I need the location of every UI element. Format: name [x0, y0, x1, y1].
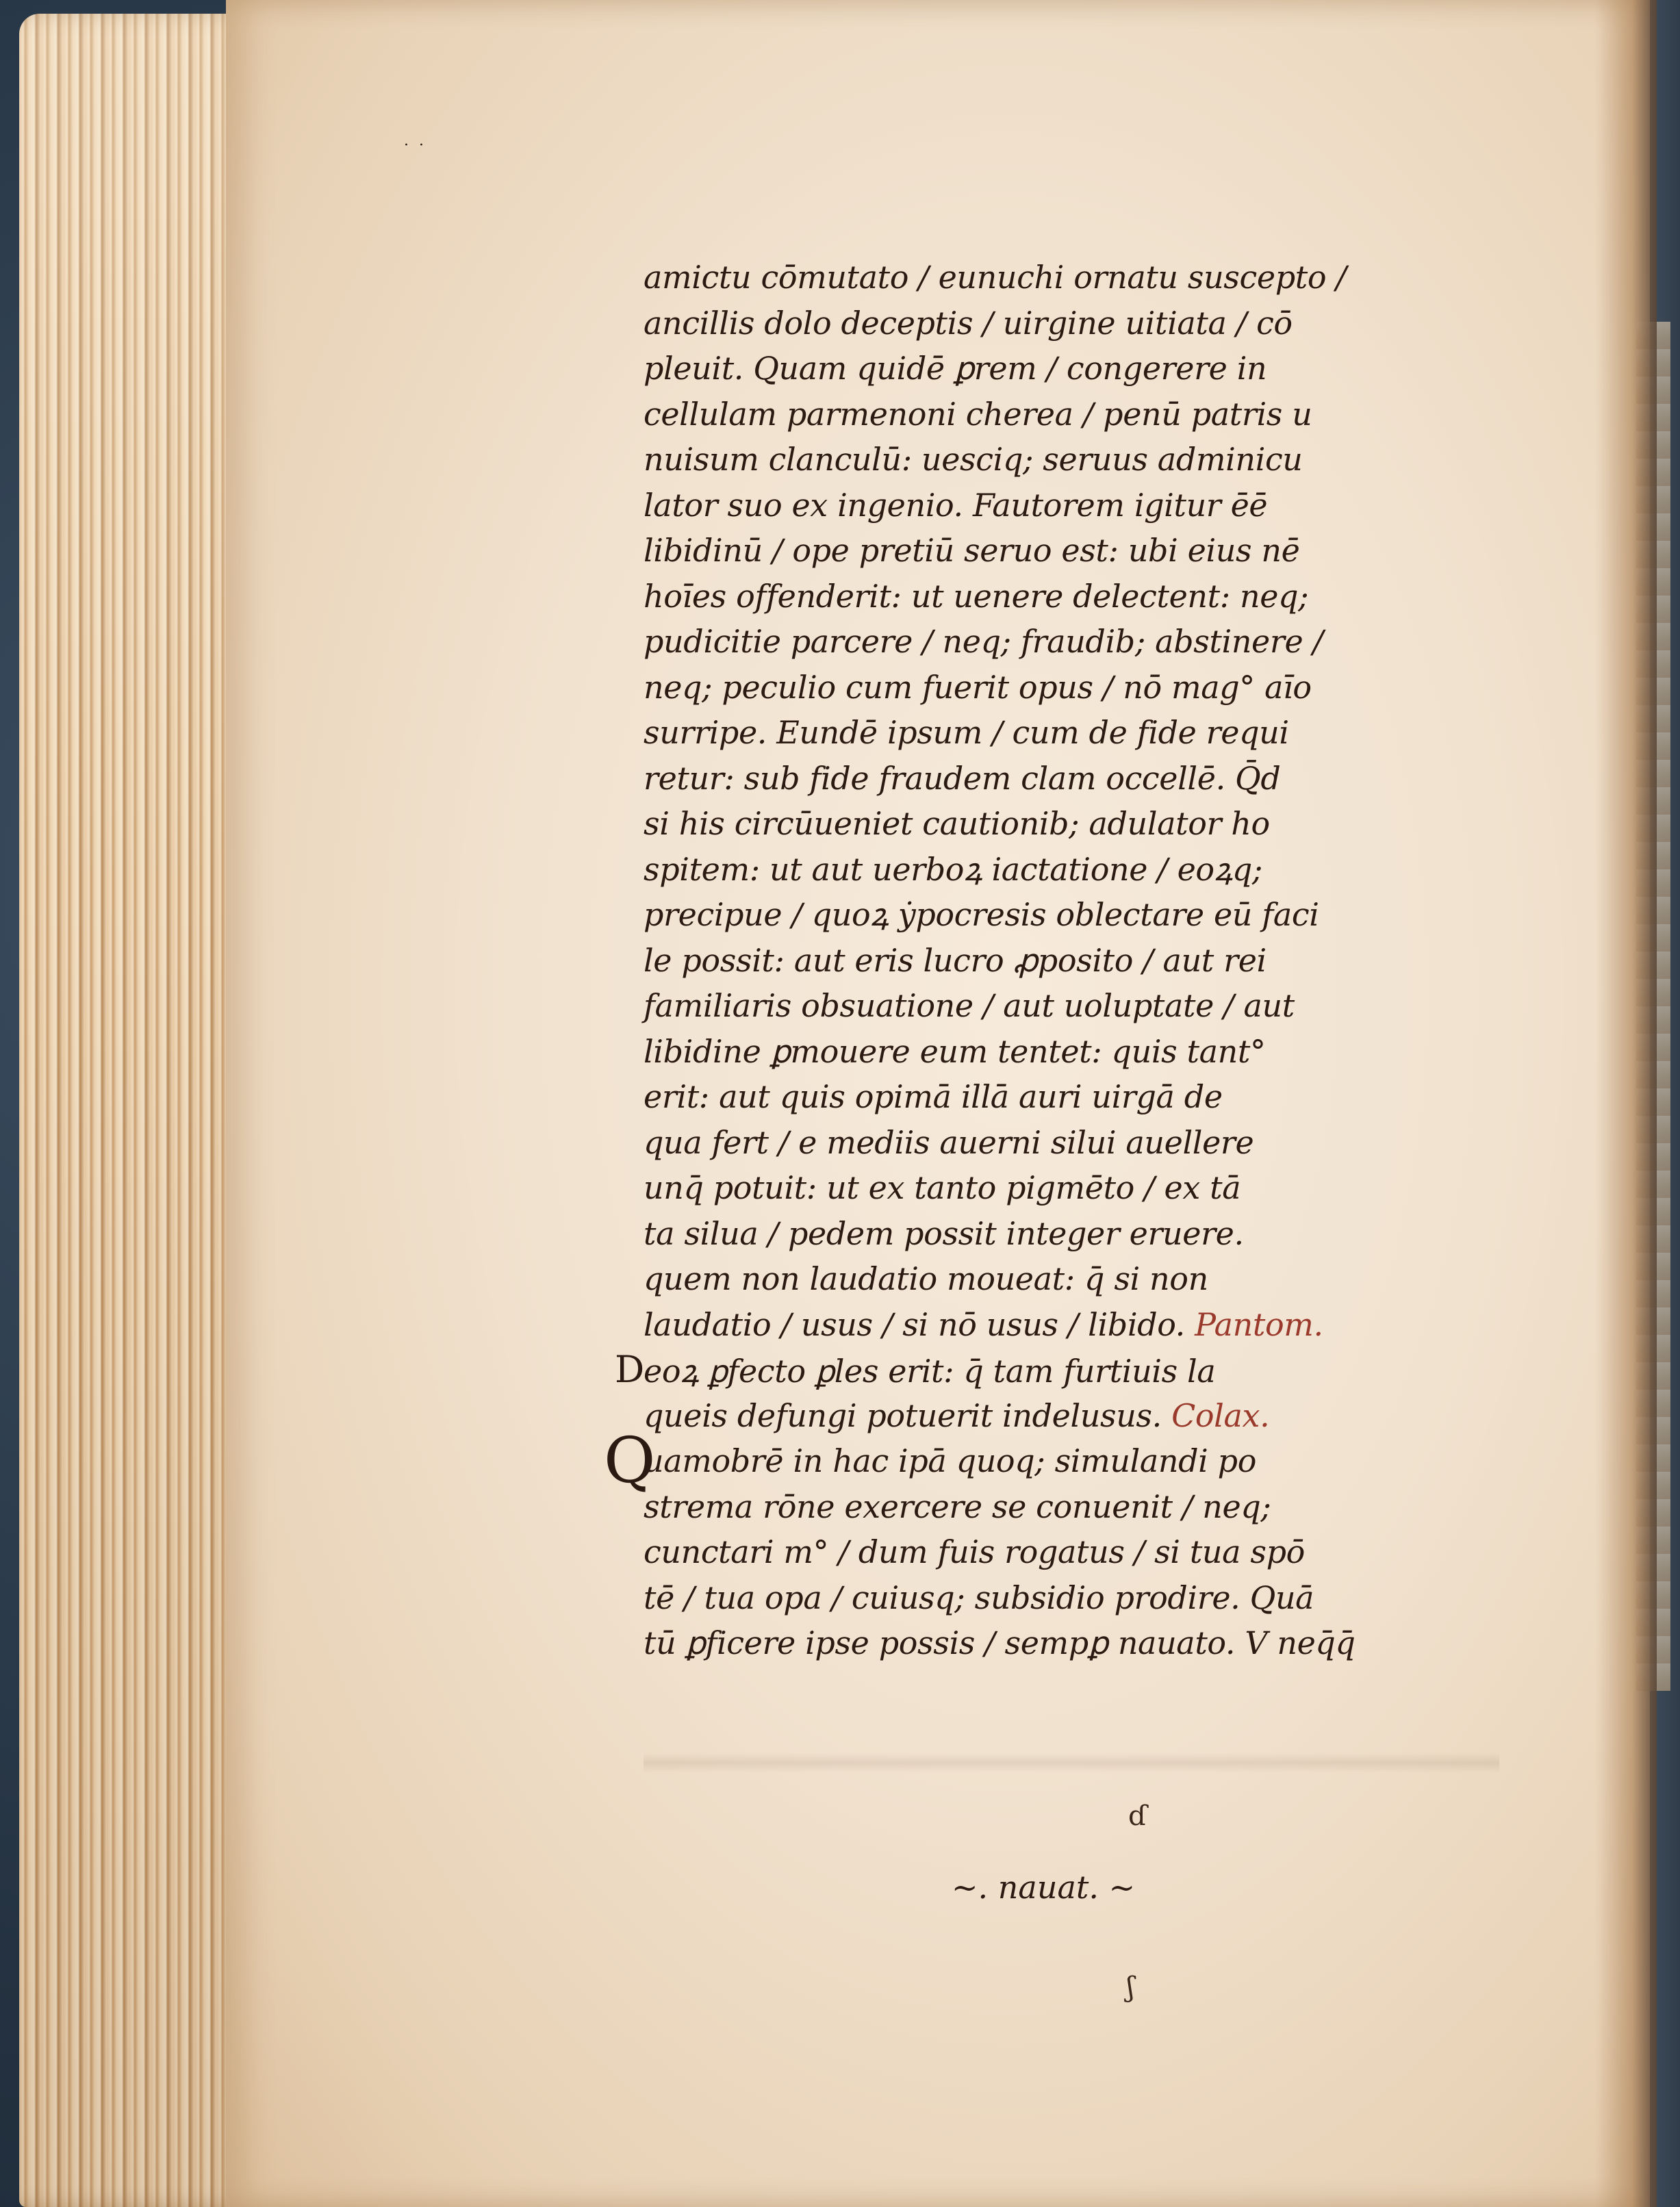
- rubric-pantom: Pantom.: [1195, 1305, 1323, 1343]
- top-marks: · ·: [404, 137, 427, 154]
- initial-d: D: [615, 1348, 644, 1391]
- text-line-8: hoīes offenderit: ut uenere delectent: neq;: [644, 577, 1309, 615]
- page-stack-shading: [19, 14, 252, 2207]
- initial-q: Q: [604, 1424, 656, 1497]
- catchword: ~. nauat. ~: [952, 1869, 1136, 1906]
- text-line-3: pleuit. Quam quidē ꝑrem / congerere in: [644, 350, 1267, 387]
- text-block: [604, 255, 1527, 1666]
- text-line-11: surripe. Eundē ipsum / cum de fide requi: [644, 714, 1289, 751]
- text-line-9: pudicitie parcere / neq; fraudib; abstinere /: [644, 623, 1323, 660]
- text-line-7: libidinū / ope pretiū seruo est: ubi eius nē: [644, 532, 1300, 569]
- text-line-15: precipue / quoꝝ ẏpocresis oblectare eū faci: [644, 896, 1319, 933]
- text-line-31: tū ꝑficere ipse possis / sempꝑ nauato. V neq̄q̄: [644, 1624, 1356, 1661]
- show-through-text: [644, 1752, 1499, 1773]
- small-mark-lower: ʃ: [1127, 1972, 1134, 2003]
- text-line-24-body: laudatio / usus / si nō usus / libido.: [644, 1305, 1185, 1343]
- text-line-20: qua fert / e mediis auerni silui auellere: [644, 1123, 1254, 1161]
- text-line-26-body: queis defungi potuerit indelusus.: [644, 1396, 1162, 1434]
- text-line-29: cunctari m° / dum fuis rogatus / si tua spō: [644, 1533, 1305, 1570]
- text-line-25-body: eoꝝ ꝑfecto ꝑles erit: q̄ tam furtiuis la: [644, 1353, 1216, 1390]
- text-line-22: ta silua / pedem possit integer eruere.: [644, 1214, 1244, 1252]
- text-line-4: cellulam parmenoni cherea / penū patris u: [644, 395, 1312, 433]
- text-line-10: neq; peculio cum fuerit opus / nō mag° aīo: [644, 668, 1312, 706]
- rubric-colax: Colax.: [1171, 1396, 1270, 1434]
- text-line-2: ancillis dolo deceptis / uirgine uitiata / cō: [644, 304, 1293, 342]
- text-line-19: erit: aut quis opimā illā auri uirgā de: [644, 1078, 1223, 1115]
- text-line-27: [604, 1424, 1527, 1497]
- text-line-25: [615, 1347, 1527, 1393]
- text-line-30: tē / tua opa / cuiusq; subsidio prodire. Quā: [644, 1579, 1314, 1616]
- text-line-12: retur: sub fide fraudem clam occellē. Q̄d: [644, 759, 1281, 797]
- text-line-1: amictu cōmutato / eunuchi ornatu suscepto /: [644, 259, 1347, 296]
- text-line-13: si his circūueniet cautionib; adulator ho: [644, 805, 1270, 842]
- text-line-24: [644, 1302, 1527, 1348]
- text-line-14: spitem: ut aut uerboꝝ iactatione / eoꝝq;: [644, 850, 1263, 888]
- text-line-26: [644, 1393, 1527, 1439]
- text-line-16: le possit: aut eris lucro ꝓposito / aut rei: [644, 941, 1267, 979]
- small-mark-upper: ɗ: [1128, 1800, 1147, 1832]
- text-line-27-body: uamobrē in hac ipā quoq; simulandi po: [644, 1442, 1257, 1479]
- text-line-17: familiaris obsuatione / aut uoluptate / aut: [644, 987, 1295, 1024]
- text-line-23: quem non laudatio moueat: q̄ si non: [644, 1260, 1208, 1297]
- text-line-6: lator suo ex ingenio. Fautorem igitur ēē: [644, 486, 1268, 524]
- text-line-21: unq̄ potuit: ut ex tanto pigmēto / ex tā: [644, 1169, 1241, 1206]
- text-line-5: nuisum clanculū: uesciq; seruus adminicu: [644, 441, 1303, 478]
- gutter-shadow: [1595, 0, 1657, 2207]
- text-line-28: strema rōne exercere se conuenit / neq;: [644, 1488, 1271, 1525]
- text-line-18: libidine ꝑmouere eum tentet: quis tant°: [644, 1032, 1266, 1070]
